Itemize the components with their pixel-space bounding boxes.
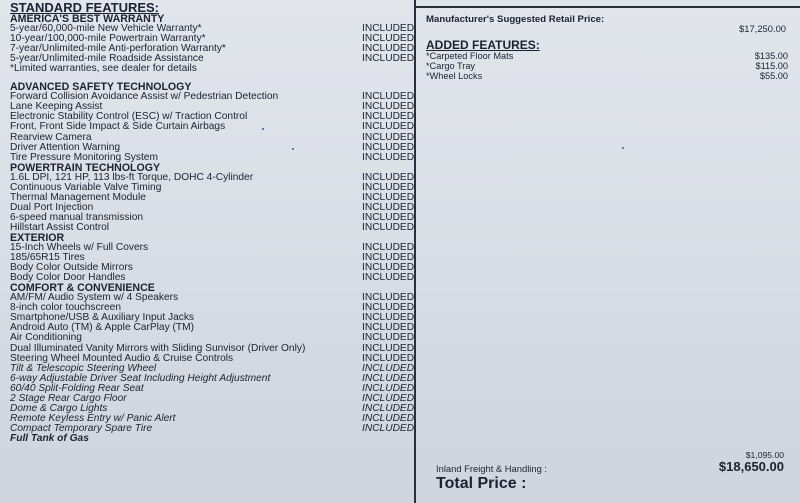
- added-feature-price: $135.00: [754, 51, 788, 61]
- included-label: INCLUDED: [362, 121, 415, 133]
- feature-name: Steering Wheel Mounted Audio & Cruise Controls: [10, 352, 234, 364]
- included-label: INCLUDED: [362, 221, 415, 233]
- feature-name: Remote Keyless Entry w/ Panic Alert: [10, 412, 176, 424]
- included-label: INCLUDED: [362, 422, 415, 434]
- included-label: INCLUDED: [362, 101, 415, 113]
- included-label: INCLUDED: [362, 191, 415, 203]
- included-label: INCLUDED: [362, 272, 415, 284]
- included-label: INCLUDED: [362, 302, 415, 314]
- included-label: INCLUDED: [362, 242, 415, 254]
- feature-name: Tire Pressure Monitoring System: [10, 151, 158, 163]
- column-divider: [414, 0, 416, 503]
- included-label: INCLUDED: [362, 43, 415, 55]
- feature-name: 6-speed manual transmission: [10, 211, 144, 223]
- total-price-value: $18,650.00: [718, 459, 784, 474]
- included-label: INCLUDED: [362, 402, 415, 414]
- feature-name: 1.6L DPI, 121 HP, 113 lbs-ft Torque, DOHC 4-Cylinder: [10, 171, 254, 183]
- top-rule: [414, 6, 800, 8]
- included-label: INCLUDED: [362, 262, 415, 274]
- feature-name: Compact Temporary Spare Tire: [10, 422, 153, 434]
- included-label: INCLUDED: [362, 141, 415, 153]
- feature-name: 6-way Adjustable Driver Seat Including Height Adjustment: [10, 372, 271, 384]
- added-feature-name: *Cargo Tray: [426, 61, 476, 71]
- feature-name: AM/FM/ Audio System w/ 4 Speakers: [10, 292, 179, 304]
- feature-name: 2 Stage Rear Cargo Floor: [10, 392, 127, 404]
- standard-features-column: [10, 0, 415, 444]
- section-heading-text: EXTERIOR: [10, 231, 65, 244]
- included-label: INCLUDED: [362, 201, 415, 213]
- ink-speck: [292, 148, 294, 150]
- included-label: INCLUDED: [362, 352, 415, 364]
- included-label: INCLUDED: [362, 181, 415, 193]
- warranty-note: *Limited warranties, see dealer for details: [10, 63, 197, 75]
- feature-row: [10, 121, 415, 133]
- feature-name: Body Color Outside Mirrors: [10, 262, 133, 274]
- warranty-heading: AMERICA'S BEST WARRANTY: [10, 13, 165, 25]
- ink-speck: [262, 128, 264, 130]
- feature-name: Dome & Cargo Lights: [10, 402, 108, 414]
- included-label: INCLUDED: [362, 362, 415, 374]
- added-feature-row: [426, 51, 788, 61]
- feature-row: [10, 332, 415, 344]
- feature-name: 10-year/100,000-mile Powertrain Warranty*: [10, 33, 206, 45]
- feature-name: Dual Port Injection: [10, 201, 94, 213]
- feature-name: Smartphone/USB & Auxiliary Input Jacks: [10, 312, 195, 324]
- included-label: INCLUDED: [362, 392, 415, 404]
- feature-name: Android Auto (TM) & Apple CarPlay (TM): [10, 322, 195, 334]
- ink-speck: [622, 147, 624, 149]
- included-label: INCLUDED: [362, 151, 415, 163]
- section-heading-text: POWERTRAIN TECHNOLOGY: [10, 161, 161, 174]
- feature-name: Hillstart Assist Control: [10, 221, 110, 233]
- feature-name: 185/65R15 Tires: [10, 252, 85, 264]
- section-heading-text: ADVANCED SAFETY TECHNOLOGY: [10, 81, 192, 94]
- feature-name: 5-year/Unlimited-mile Roadside Assistance: [10, 53, 204, 65]
- feature-name: 60/40 Split-Folding Rear Seat: [10, 382, 144, 394]
- feature-name: Tilt & Telescopic Steering Wheel: [10, 362, 157, 374]
- included-label: INCLUDED: [362, 131, 415, 143]
- included-label: INCLUDED: [362, 111, 415, 123]
- added-features-title: ADDED FEATURES:: [426, 38, 540, 52]
- included-label: INCLUDED: [362, 412, 415, 424]
- included-label: INCLUDED: [362, 312, 415, 324]
- included-label: INCLUDED: [362, 332, 415, 344]
- feature-row: [10, 221, 415, 233]
- feature-name: Dual Illuminated Vanity Mirrors with Sliding Sunvisor (Driver Only): [10, 342, 306, 354]
- included-label: INCLUDED: [362, 372, 415, 384]
- freight-amount: $1,095.00: [745, 450, 784, 460]
- feature-name: 7-year/Unlimited-mile Anti-perforation Warranty*: [10, 43, 226, 55]
- added-feature-row: [426, 71, 788, 81]
- added-feature-price: $55.00: [759, 71, 788, 81]
- msrp-value: $17,250.00: [739, 23, 786, 34]
- total-price-label: Total Price :: [436, 475, 527, 492]
- added-feature-name: *Carpeted Floor Mats: [426, 51, 514, 61]
- included-label: INCLUDED: [362, 33, 415, 45]
- feature-name: Driver Attention Warning: [10, 141, 121, 153]
- added-feature-row: [426, 61, 788, 71]
- included-label: INCLUDED: [362, 252, 415, 264]
- full-tank-line: Full Tank of Gas: [10, 432, 89, 444]
- feature-name: 15-Inch Wheels w/ Full Covers: [10, 242, 149, 254]
- included-label: INCLUDED: [362, 211, 415, 223]
- feature-name: Thermal Management Module: [10, 191, 146, 203]
- included-label: INCLUDED: [362, 53, 415, 65]
- msrp-label: Manufacturer's Suggested Retail Price:: [426, 14, 605, 25]
- included-label: INCLUDED: [362, 322, 415, 334]
- feature-name: Continuous Variable Valve Timing: [10, 181, 162, 193]
- standard-features-title: STANDARD FEATURES:: [10, 0, 160, 15]
- included-label: INCLUDED: [362, 23, 415, 35]
- included-label: INCLUDED: [362, 342, 415, 354]
- freight-label: Inland Freight & Handling :: [436, 463, 548, 474]
- feature-name: Body Color Door Handles: [10, 272, 126, 284]
- warranty-list: [10, 23, 415, 65]
- feature-name: Forward Collision Avoidance Assist w/ Pedestrian Detection: [10, 91, 279, 103]
- added-feature-price: $115.00: [755, 61, 788, 71]
- included-label: INCLUDED: [362, 171, 415, 183]
- added-feature-name: *Wheel Locks: [426, 71, 483, 81]
- feature-sections: [10, 81, 415, 434]
- feature-name: Rearview Camera: [10, 131, 92, 143]
- feature-name: 8-inch color touchscreen: [10, 302, 121, 314]
- section-heading-text: COMFORT & CONVENIENCE: [10, 282, 155, 295]
- feature-name: Lane Keeping Assist: [10, 101, 103, 113]
- included-label: INCLUDED: [362, 91, 415, 103]
- feature-name: 5-year/60,000-mile New Vehicle Warranty*: [10, 23, 202, 35]
- feature-name: Electronic Stability Control (ESC) w/ Traction Control: [10, 111, 248, 123]
- feature-name: Front, Front Side Impact & Side Curtain Airbags: [10, 121, 226, 133]
- feature-name: Air Conditioning: [10, 332, 82, 344]
- added-features-list: [426, 51, 788, 81]
- included-label: INCLUDED: [362, 292, 415, 304]
- included-label: INCLUDED: [362, 382, 415, 394]
